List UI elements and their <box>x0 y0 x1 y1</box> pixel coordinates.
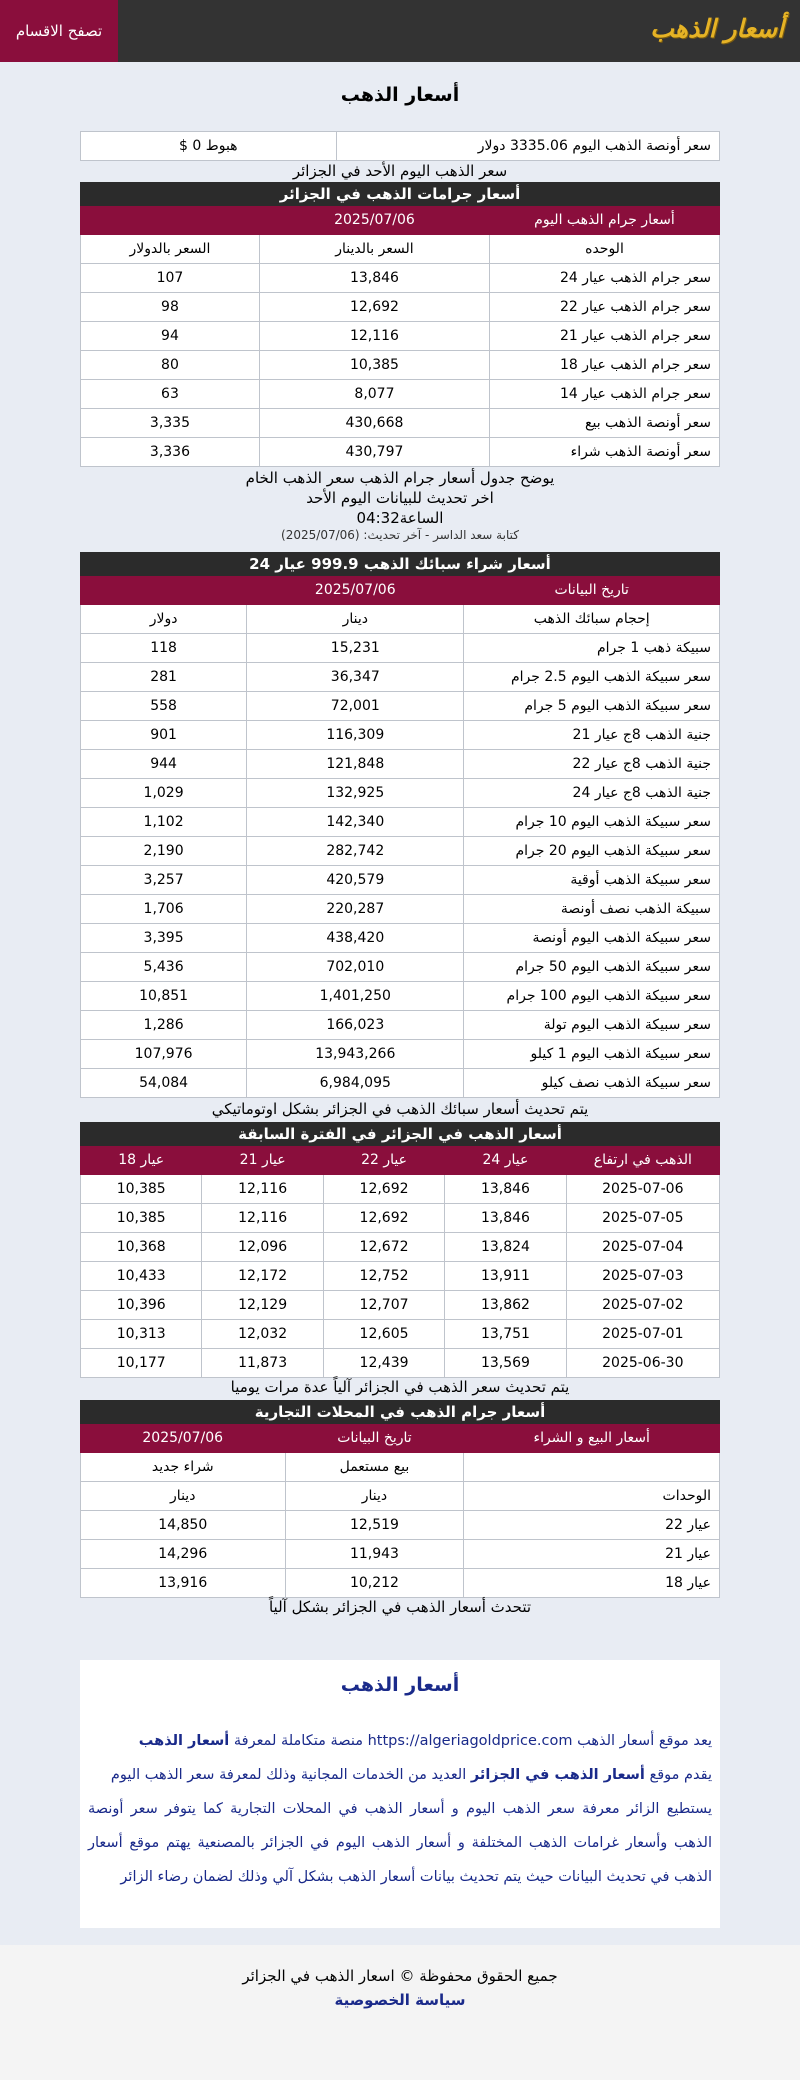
bars-row-dinar: 121,848 <box>247 750 464 779</box>
grams-row-unit: سعر جرام الذهب عيار 22 <box>489 293 719 322</box>
bars-row-dinar: 142,340 <box>247 808 464 837</box>
history-row-k18: 10,385 <box>81 1175 202 1204</box>
bars-row-name: سعر سبيكة الذهب اليوم 5 جرام <box>464 692 720 721</box>
bars-row-name: سعر سبيكة الذهب اليوم 10 جرام <box>464 808 720 837</box>
article-title: أسعار الذهب <box>340 1674 460 1696</box>
grams-col-dinar: السعر بالدينار <box>259 235 489 264</box>
grams-row-dinar: 430,797 <box>259 438 489 467</box>
ounce-price-box <box>80 131 720 161</box>
bars-row-usd: 2,190 <box>81 837 247 866</box>
grams-row-dinar: 12,692 <box>259 293 489 322</box>
history-row-date: 2025-07-05 <box>566 1204 719 1233</box>
history-note: يتم تحديث سعر الذهب في الجزائر آلياً عدة مرات يوميا <box>230 1378 570 1396</box>
article-p2-text-c: العديد من الخدمات المجانية وذلك لمعرفة سعر الذهب اليوم <box>110 1767 471 1783</box>
article-p2-link[interactable]: أسعار الذهب في الجزائر <box>470 1767 645 1783</box>
bars-row-dinar: 1,401,250 <box>247 982 464 1011</box>
gold-grams-table <box>80 182 720 467</box>
grams-head-date: 2025/07/06 <box>259 206 489 235</box>
shops-row-new: 13,916 <box>81 1569 286 1598</box>
grams-head-left: أسعار جرام الذهب اليوم <box>489 206 719 235</box>
history-row-k18: 10,177 <box>81 1349 202 1378</box>
about-article <box>80 1660 720 1928</box>
history-row-k24: 13,862 <box>445 1291 566 1320</box>
history-row <box>81 1320 720 1349</box>
history-row-date: 2025-07-04 <box>566 1233 719 1262</box>
grams-note-1: يوضح جدول أسعار جرام الذهب سعر الذهب الخام <box>245 469 555 487</box>
history-row-date: 2025-07-02 <box>566 1291 719 1320</box>
bars-row-usd: 5,436 <box>81 953 247 982</box>
history-row-k21: 11,873 <box>202 1349 323 1378</box>
shops-cur-used: دينار <box>285 1482 464 1511</box>
bars-row-dinar: 166,023 <box>247 1011 464 1040</box>
bars-row <box>81 663 720 692</box>
grams-row-unit: سعر جرام الذهب عيار 24 <box>489 264 719 293</box>
shops-row-used: 11,943 <box>285 1540 464 1569</box>
bars-head-empty <box>81 576 247 605</box>
history-row <box>81 1175 720 1204</box>
history-row-k18: 10,368 <box>81 1233 202 1262</box>
grams-table-title: أسعار جرامات الذهب في الجزائر <box>81 183 720 206</box>
grams-row-usd: 107 <box>81 264 260 293</box>
history-col-18: عيار 18 <box>81 1146 202 1175</box>
bars-row-dinar: 702,010 <box>247 953 464 982</box>
bars-row-name: سعر سبيكة الذهب اليوم 50 جرام <box>464 953 720 982</box>
grams-col-unit: الوحده <box>489 235 719 264</box>
grams-row-dinar: 13,846 <box>259 264 489 293</box>
shops-cur-new: دينار <box>81 1482 286 1511</box>
bars-row-dinar: 438,420 <box>247 924 464 953</box>
history-row-k21: 12,116 <box>202 1204 323 1233</box>
grams-row-usd: 98 <box>81 293 260 322</box>
history-row <box>81 1349 720 1378</box>
bars-row <box>81 895 720 924</box>
history-row-k24: 13,846 <box>445 1204 566 1233</box>
grams-row <box>81 264 720 293</box>
gold-history-table <box>80 1122 720 1378</box>
bars-row <box>81 924 720 953</box>
grams-head-empty <box>81 206 260 235</box>
article-p1-link[interactable]: أسعار الذهب <box>138 1733 230 1749</box>
article-paragraph-3: يستطيع الزائر معرفة سعر الذهب اليوم و أسعار الذهب في المحلات التجارية كما يتوفر سعر أونصة الذهب وأسعار غرامات الذهب المختلفة و أسعار الذهب اليوم في الجزائر بالمصنعية يهتم موقع أسعار الذهب في تحديث البيانات حيث يتم تحديث بيانات أسعار الذهب بشكل آلي وذلك لضمان رضاء الزائر <box>88 1801 712 1885</box>
grams-row-unit: سعر جرام الذهب عيار 14 <box>489 380 719 409</box>
bars-note: يتم تحديث أسعار سبائك الذهب في الجزائر بشكل اوتوماتيكي <box>211 1100 589 1118</box>
bars-row-usd: 10,851 <box>81 982 247 1011</box>
history-row-k18: 10,396 <box>81 1291 202 1320</box>
gold-bars-table <box>80 552 720 1098</box>
article-p2-text-a: يقدم موقع <box>644 1767 712 1783</box>
bars-row-name: سعر سبيكة الذهب اليوم 20 جرام <box>464 837 720 866</box>
bars-row-dinar: 13,943,266 <box>247 1040 464 1069</box>
bars-row <box>81 808 720 837</box>
bars-row <box>81 1011 720 1040</box>
bars-row-usd: 54,084 <box>81 1069 247 1098</box>
footer-copyright: جميع الحقوق محفوظة © اسعار الذهب في الجزائر <box>242 1967 558 1985</box>
grams-row <box>81 380 720 409</box>
top-bar <box>0 0 800 62</box>
shops-head-mid: تاريخ البيانات <box>285 1424 464 1453</box>
shops-sub-used: بيع مستعمل <box>285 1453 464 1482</box>
bars-col-size: إحجام سبائك الذهب <box>464 605 720 634</box>
history-row <box>81 1233 720 1262</box>
history-row-date: 2025-07-01 <box>566 1320 719 1349</box>
history-row-k22: 12,692 <box>323 1204 444 1233</box>
bars-row-name: سبيكة ذهب 1 جرام <box>464 634 720 663</box>
grams-row-usd: 94 <box>81 322 260 351</box>
grams-row-unit: سعر أونصة الذهب شراء <box>489 438 719 467</box>
history-row-k18: 10,313 <box>81 1320 202 1349</box>
history-table-title: أسعار الذهب في الجزائر في الفترة السابقة <box>81 1123 720 1146</box>
bars-row-usd: 107,976 <box>81 1040 247 1069</box>
ounce-change: هبوط 0 $ <box>81 132 337 161</box>
shops-row <box>81 1511 720 1540</box>
grams-row-usd: 3,335 <box>81 409 260 438</box>
history-col-24: عيار 24 <box>445 1146 566 1175</box>
bars-row-dinar: 220,287 <box>247 895 464 924</box>
bars-row-usd: 1,102 <box>81 808 247 837</box>
history-row-date: 2025-06-30 <box>566 1349 719 1378</box>
bars-row-name: سعر سبيكة الذهب اليوم 2.5 جرام <box>464 663 720 692</box>
history-row-k22: 12,605 <box>323 1320 444 1349</box>
bars-row-name: سعر سبيكة الذهب أوقية <box>464 866 720 895</box>
bars-row-name: سعر سبيكة الذهب نصف كيلو <box>464 1069 720 1098</box>
bars-row-usd: 1,706 <box>81 895 247 924</box>
footer <box>0 1945 800 2080</box>
ounce-price: سعر أونصة الذهب اليوم 3335.06 دولار <box>336 132 719 161</box>
bars-row-name: جنية الذهب 8ج عيار 24 <box>464 779 720 808</box>
bars-row-name: سعر سبيكة الذهب اليوم تولة <box>464 1011 720 1040</box>
bars-row <box>81 1069 720 1098</box>
shops-row-new: 14,296 <box>81 1540 286 1569</box>
bars-row-usd: 901 <box>81 721 247 750</box>
bars-row-usd: 118 <box>81 634 247 663</box>
article-paragraph-1 <box>80 1724 720 1758</box>
history-row-date: 2025-07-06 <box>566 1175 719 1204</box>
grams-note-3: الساعة04:32 <box>356 509 444 527</box>
shops-table-title: أسعار جرام الذهب في المحلات التجارية <box>81 1401 720 1424</box>
history-row-k22: 12,672 <box>323 1233 444 1262</box>
grams-row <box>81 293 720 322</box>
shops-row-unit: عيار 18 <box>464 1569 720 1598</box>
shops-head-date: 2025/07/06 <box>81 1424 286 1453</box>
history-row-k22: 12,439 <box>323 1349 444 1378</box>
shops-row <box>81 1569 720 1598</box>
site-logo[interactable]: أسعار الذهب <box>650 14 784 43</box>
grams-note-4: كتابة سعد الداسر - آخر تحديث: (2025/07/06) <box>281 528 519 542</box>
bars-row-usd: 281 <box>81 663 247 692</box>
history-col-date: الذهب في ارتفاع <box>566 1146 719 1175</box>
shops-sub-new: شراء جديد <box>81 1453 286 1482</box>
bars-row <box>81 692 720 721</box>
history-col-21: عيار 21 <box>202 1146 323 1175</box>
bars-row-dinar: 282,742 <box>247 837 464 866</box>
grams-row-usd: 63 <box>81 380 260 409</box>
bars-row <box>81 837 720 866</box>
bars-row-name: جنية الذهب 8ج عيار 22 <box>464 750 720 779</box>
shops-head-left: أسعار البيع و الشراء <box>464 1424 720 1453</box>
bars-row-usd: 3,257 <box>81 866 247 895</box>
grams-row-usd: 3,336 <box>81 438 260 467</box>
history-row-k18: 10,433 <box>81 1262 202 1291</box>
history-row-k21: 12,172 <box>202 1262 323 1291</box>
history-row <box>81 1291 720 1320</box>
intro-line: سعر الذهب اليوم الأحد في الجزائر <box>292 162 508 180</box>
bars-row-name: سبيكة الذهب نصف أونصة <box>464 895 720 924</box>
grams-row-dinar: 8,077 <box>259 380 489 409</box>
history-row-k22: 12,752 <box>323 1262 444 1291</box>
bars-row-usd: 1,286 <box>81 1011 247 1040</box>
history-row-date: 2025-07-03 <box>566 1262 719 1291</box>
shops-note: تتحدث أسعار الذهب في الجزائر بشكل آلياً <box>268 1598 532 1616</box>
grams-row-unit: سعر جرام الذهب عيار 21 <box>489 322 719 351</box>
history-col-22: عيار 22 <box>323 1146 444 1175</box>
history-row-k24: 13,846 <box>445 1175 566 1204</box>
bars-row-usd: 944 <box>81 750 247 779</box>
history-row <box>81 1262 720 1291</box>
history-row-k24: 13,569 <box>445 1349 566 1378</box>
gold-shops-table <box>80 1400 720 1598</box>
history-row-k21: 12,129 <box>202 1291 323 1320</box>
sections-menu-button[interactable]: تصفح الاقسام <box>0 0 118 62</box>
bars-row-name: جنية الذهب 8ج عيار 21 <box>464 721 720 750</box>
shops-row-unit: عيار 21 <box>464 1540 720 1569</box>
grams-row-unit: سعر جرام الذهب عيار 18 <box>489 351 719 380</box>
bars-row <box>81 634 720 663</box>
bars-row <box>81 953 720 982</box>
grams-row-unit: سعر أونصة الذهب بيع <box>489 409 719 438</box>
bars-head-left: تاريخ البيانات <box>464 576 720 605</box>
shops-row <box>81 1540 720 1569</box>
history-row-k24: 13,824 <box>445 1233 566 1262</box>
article-p1-text: يعد موقع أسعار الذهب https://algeriagoldprice.com منصة متكاملة لمعرفة <box>229 1733 712 1749</box>
history-row-k22: 12,707 <box>323 1291 444 1320</box>
bars-col-usd: دولار <box>81 605 247 634</box>
history-row-k24: 13,911 <box>445 1262 566 1291</box>
bars-row-dinar: 15,231 <box>247 634 464 663</box>
shops-unit-label: الوحدات <box>464 1482 720 1511</box>
bars-row-name: سعر سبيكة الذهب اليوم أونصة <box>464 924 720 953</box>
bars-row-name: سعر سبيكة الذهب اليوم 100 جرام <box>464 982 720 1011</box>
bars-row-usd: 1,029 <box>81 779 247 808</box>
bars-col-dinar: دينار <box>247 605 464 634</box>
history-row-k24: 13,751 <box>445 1320 566 1349</box>
history-row-k22: 12,692 <box>323 1175 444 1204</box>
bars-row <box>81 779 720 808</box>
bars-row-dinar: 6,984,095 <box>247 1069 464 1098</box>
shops-row-used: 10,212 <box>285 1569 464 1598</box>
bars-row-dinar: 132,925 <box>247 779 464 808</box>
grams-row <box>81 409 720 438</box>
history-row <box>81 1204 720 1233</box>
grams-col-usd: السعر بالدولار <box>81 235 260 264</box>
bars-row-dinar: 36,347 <box>247 663 464 692</box>
privacy-policy-link[interactable]: سياسة الخصوصية <box>334 1991 466 2009</box>
grams-row <box>81 322 720 351</box>
shops-row-unit: عيار 22 <box>464 1511 720 1540</box>
shops-row-used: 12,519 <box>285 1511 464 1540</box>
grams-row <box>81 351 720 380</box>
bars-row <box>81 721 720 750</box>
history-row-k21: 12,032 <box>202 1320 323 1349</box>
grams-note-2: اخر تحديث للبيانات اليوم الأحد <box>306 489 494 507</box>
grams-row-dinar: 10,385 <box>259 351 489 380</box>
history-row-k21: 12,116 <box>202 1175 323 1204</box>
bars-row-usd: 3,395 <box>81 924 247 953</box>
bars-table-title: أسعار شراء سبائك الذهب 999.9 عيار 24 <box>81 553 720 576</box>
bars-head-date: 2025/07/06 <box>247 576 464 605</box>
bars-row-name: سعر سبيكة الذهب اليوم 1 كيلو <box>464 1040 720 1069</box>
grams-row-dinar: 12,116 <box>259 322 489 351</box>
bars-row <box>81 982 720 1011</box>
history-row-k21: 12,096 <box>202 1233 323 1262</box>
bars-row-dinar: 116,309 <box>247 721 464 750</box>
shops-row-new: 14,850 <box>81 1511 286 1540</box>
bars-row <box>81 1040 720 1069</box>
bars-row-usd: 558 <box>81 692 247 721</box>
grams-row <box>81 438 720 467</box>
shops-sub-empty <box>464 1453 720 1482</box>
article-paragraph-2 <box>80 1758 720 1792</box>
bars-row-dinar: 420,579 <box>247 866 464 895</box>
grams-row-dinar: 430,668 <box>259 409 489 438</box>
history-row-k18: 10,385 <box>81 1204 202 1233</box>
grams-row-usd: 80 <box>81 351 260 380</box>
bars-row <box>81 750 720 779</box>
page-title: أسعار الذهب <box>340 84 460 106</box>
bars-row <box>81 866 720 895</box>
bars-row-dinar: 72,001 <box>247 692 464 721</box>
